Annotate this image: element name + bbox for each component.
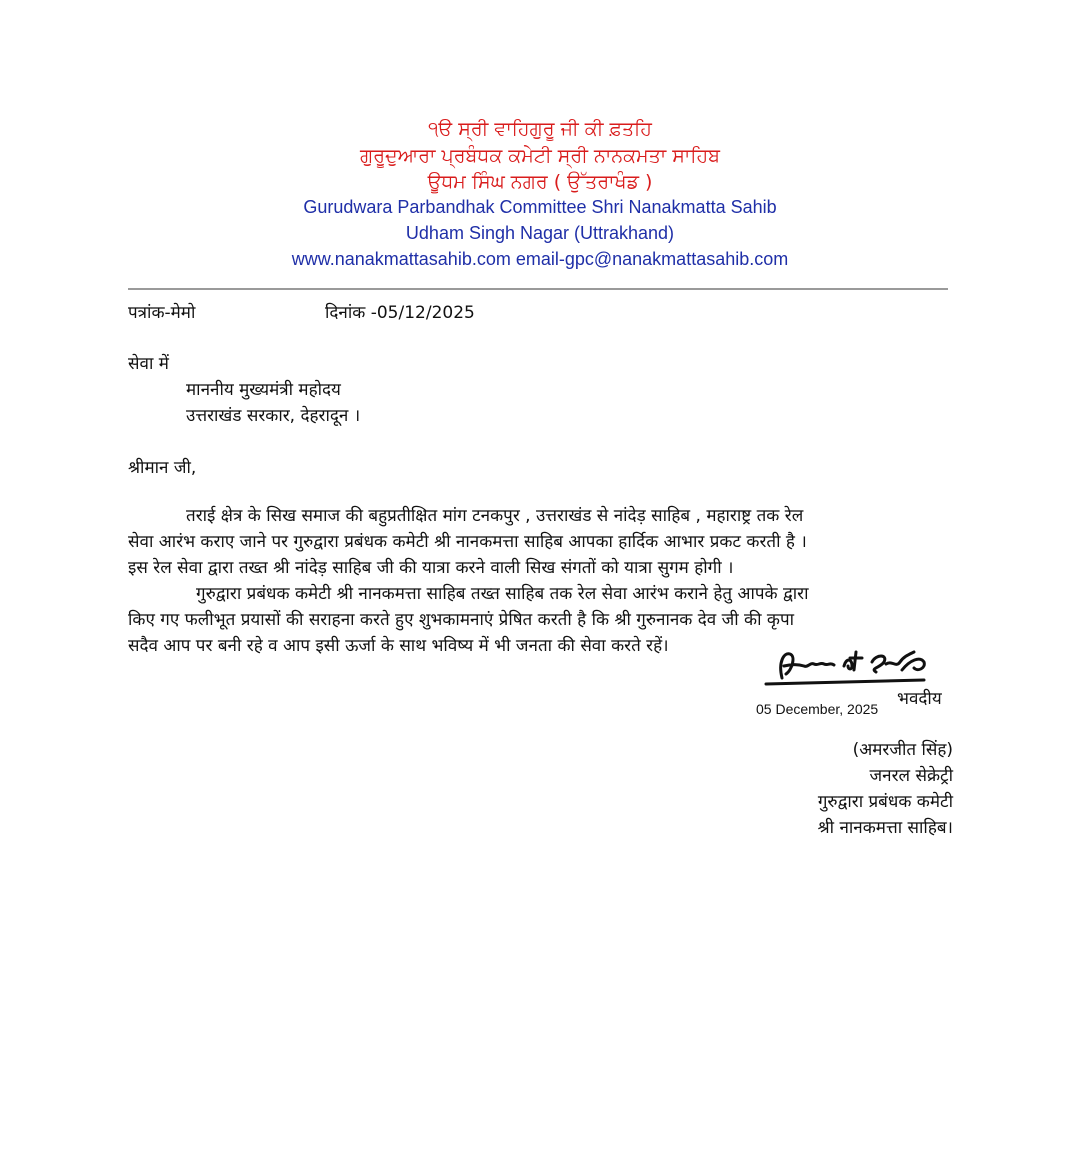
letterhead-punjabi-line-2: ਗੁਰੂਦੁਆਰਾ ਪ੍ਰਬੰਧਕ ਕਮੇਟੀ ਸ੍ਰੀ ਨਾਨਕਮਤਾ ਸਾਹਿਬ bbox=[360, 145, 720, 167]
letterhead-english-line-2: Udham Singh Nagar (Uttrakhand) bbox=[405, 223, 675, 243]
letterhead-website-email: www.nanakmattasahib.com email-gpc@nanakmattasahib.com bbox=[291, 249, 789, 269]
memo-reference: पत्रांक-मेमो bbox=[128, 303, 196, 323]
address-to: सेवा में bbox=[128, 354, 169, 374]
signatory-org-line-2: श्री नानकमत्ता साहिब। bbox=[817, 818, 953, 838]
closing-date: 05 December, 2025 bbox=[756, 701, 879, 717]
memo-date: दिनांक -05/12/2025 bbox=[325, 303, 475, 323]
salutation: श्रीमान जी, bbox=[128, 458, 197, 478]
body-p2-line-2: किए गए फलीभूत प्रयासों की सराहना करते हुए शुभकामनाएं प्रेषित करती है कि श्री गुरुनानक देव जी की कृपा bbox=[128, 610, 795, 630]
signatory-org-line-1: गुरुद्वारा प्रबंधक कमेटी bbox=[817, 792, 953, 812]
body-p1-line-2: सेवा आरंभ कराए जाने पर गुरुद्वारा प्रबंधक कमेटी श्री नानकमत्ता साहिब आपका हार्दिक आभार प्रकट करती है । bbox=[128, 532, 807, 552]
body-p1-line-1: तराई क्षेत्र के सिख समाज की बहुप्रतीक्षित मांग टनकपुर , उत्तराखंड से नांदेड़ साहिब , महाराष्ट्र तक रेल bbox=[186, 506, 804, 526]
body-p2-line-1: गुरुद्वारा प्रबंधक कमेटी श्री नानकमत्ता साहिब तख्त साहिब तक रेल सेवा आरंभ कराने हेतु आपके द्वारा bbox=[196, 584, 809, 604]
body-paragraph-1 bbox=[128, 503, 953, 581]
closing-yours: भवदीय bbox=[897, 689, 942, 709]
handwritten-signature bbox=[764, 640, 934, 690]
address-line-1: माननीय मुख्यमंत्री महोदय bbox=[186, 380, 341, 400]
signatory-title: जनरल सेक्रेट्री bbox=[869, 766, 953, 786]
body-p2-line-3: सदैव आप पर बनी रहे व आप इसी ऊर्जा के साथ भविष्य में भी जनता की सेवा करते रहें। bbox=[128, 636, 669, 656]
address-line-2: उत्तराखंड सरकार, देहरादून । bbox=[186, 406, 361, 426]
letterhead-punjabi-line-1: ੧ੳ ਸ੍ਰੀ ਵਾਹਿਗੁਰੂ ਜੀ ਕੀ ਫ਼ਤਹਿ bbox=[428, 118, 652, 140]
header-divider bbox=[128, 288, 948, 290]
letterhead-english-line-1: Gurudwara Parbandhak Committee Shri Nanakmatta Sahib bbox=[303, 197, 777, 217]
letterhead-punjabi-line-3: ਊਧਮ ਸਿੰਘ ਨਗਰ ( ਉੱਤਰਾਖੰਡ ) bbox=[427, 171, 653, 193]
body-p1-line-3: इस रेल सेवा द्वारा तख्त श्री नांदेड़ साहिब जी की यात्रा करने वाली सिख संगतों को यात्रा सुगम होगी । bbox=[128, 558, 734, 578]
signatory-name: (अमरजीत सिंह) bbox=[852, 740, 953, 760]
